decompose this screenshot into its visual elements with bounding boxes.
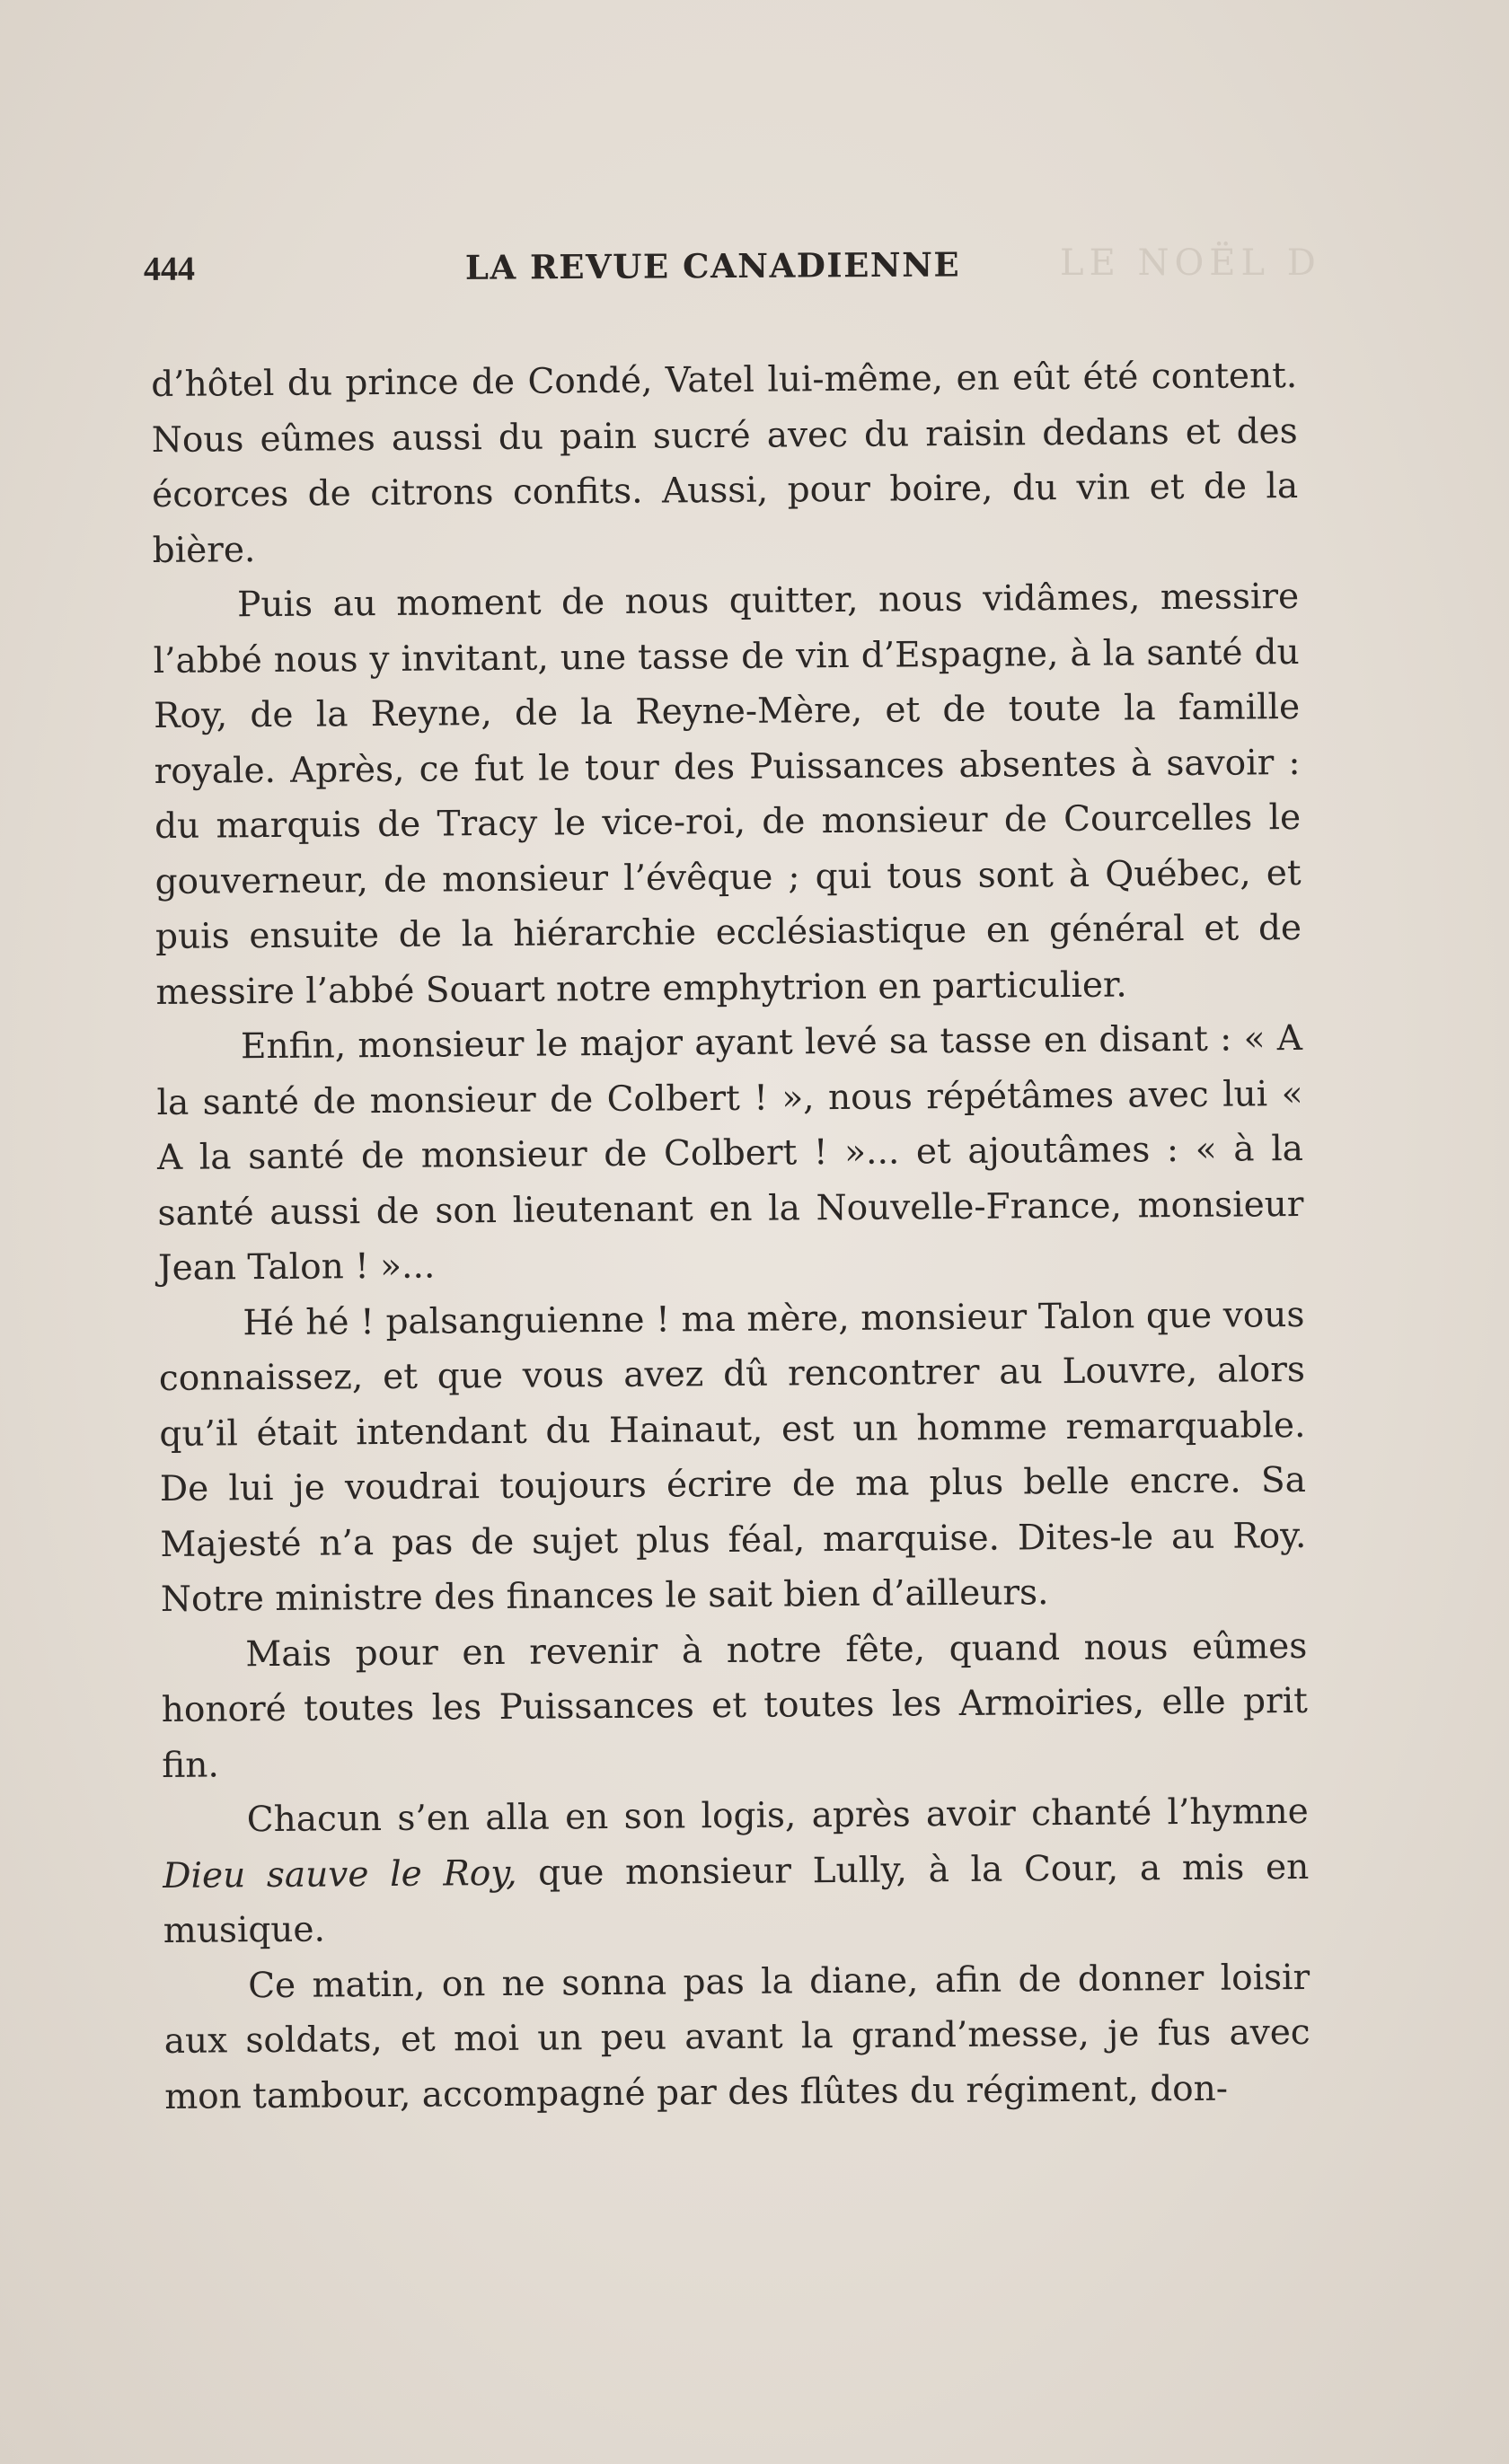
paragraph: Enfin, monsieur le major ayant levé sa tasse en disant : « A la santé de monsieur de Colbert ! », nous répétâmes avec lui « A la santé de monsieur de Colbert ! »... et ajoutâmes : « à la santé aussi de son lieutenant en la Nouvelle-France, monsieur Jean Talon ! »... xyxy=(156,1017,1304,1289)
paragraph: Hé hé ! palsanguienne ! ma mère, monsieur Talon que vous connaissez, et que vous avez dû rencontrer au Louvre, alors qu’il était intendant du Hainaut, est un homme remarquable. De lui je voudrai toujours écrire de ma plus belle encre. Sa Majesté n’a pas de sujet plus féal, marquise. Dites-le au Roy. Notre ministre des finances le sait bien d’ailleurs. xyxy=(158,1294,1307,1620)
paragraph-text: que monsieur Lully, à la Cour, a mis en musique. xyxy=(163,1846,1310,1951)
paragraph xyxy=(163,1784,1310,1959)
paragraph: d’hôtel du prince de Condé, Vatel lui-même, en eût été content. Nous eûmes aussi du pain sucré avec du raisin dedans et des écorces de citrons confits. Aussi, pour boire, du vin et de la bière. xyxy=(151,355,1299,571)
paragraph: Puis au moment de nous quitter, nous vidâmes, messire l’abbé nous y invitant, une tasse de vin d’Espagne, à la santé du Roy, de la Reyne, de la Reyne-Mère, et de toute la famille royale. Après, ce fut le tour des Puissances absentes à savoir : du marquis de Tracy le vice-roi, de monsieur de Courcelles le gouverneur, de monsieur l’évêque ; qui tous sont à Québec, et puis ensuite de la hiérarchie ecclésiastique en général et de messire l’abbé Souart notre emphytrion en particulier. xyxy=(153,576,1302,1013)
paragraph: Ce matin, on ne sonna pas la diane, afin de donner loisir aux soldats, et moi un peu avant la grand’messe, je fus avec mon tambour, accompagné par des flûtes du régiment, don- xyxy=(163,1957,1310,2117)
page-header xyxy=(144,242,1329,300)
bleed-through-text: LE NOËL D xyxy=(1060,242,1321,284)
page-number: 444 xyxy=(143,250,196,288)
paragraph-text: Chacun s’en alla en son logis, après avoir chanté l’hymne xyxy=(246,1791,1309,1841)
body-text xyxy=(151,348,1310,2125)
running-title: LA REVUE CANADIENNE xyxy=(464,244,961,287)
hymn-title: Dieu sauve le Roy, xyxy=(163,1852,517,1896)
paragraph: Mais pour en revenir à notre fête, quand nous eûmes honoré toutes les Puissances et toutes les Armoiries, elle prit fin. xyxy=(161,1625,1308,1786)
